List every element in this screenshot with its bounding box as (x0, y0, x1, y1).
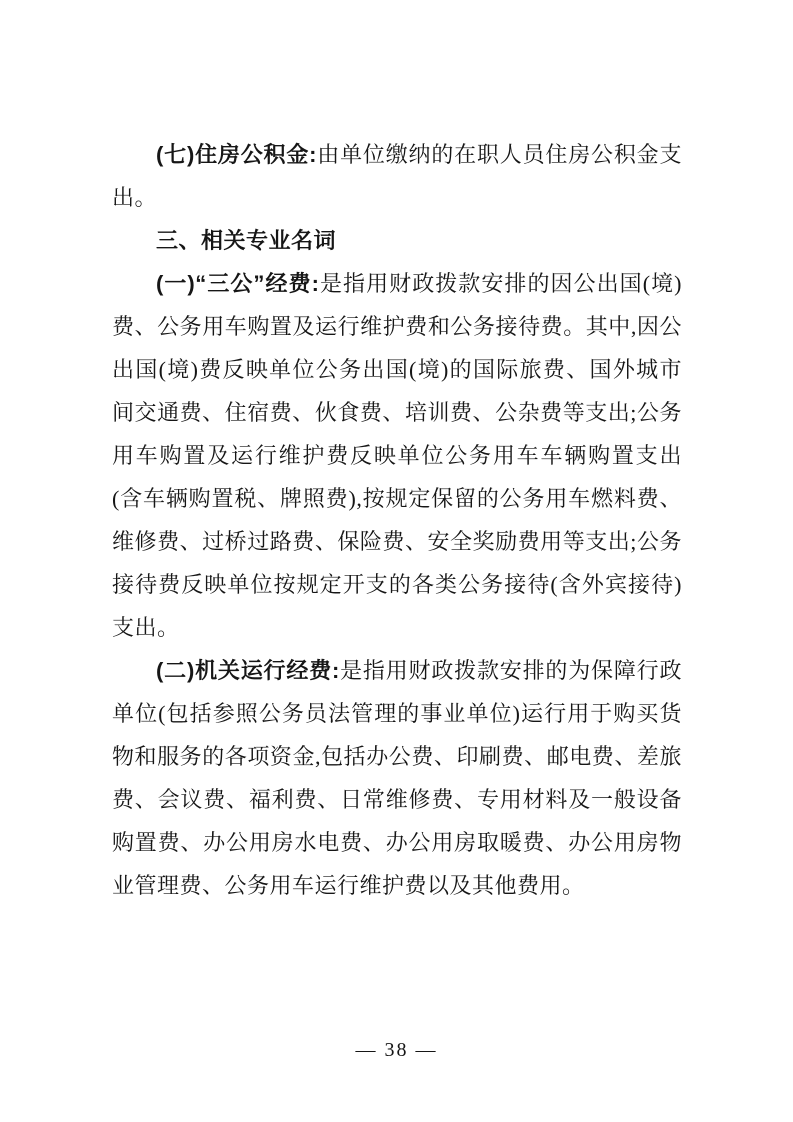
term-label-housing-fund: (七)住房公积金: (156, 142, 317, 167)
paragraph-agency-operating-funds (112, 649, 682, 907)
paragraph-sangong-expenses (112, 262, 682, 649)
page-footer (0, 1036, 793, 1064)
term-text-sangong: 是指用财政拨款安排的因公出国(境)费、公务用车购置及运行维护费和公务接待费。其中,因公出国(境)费反映单位公务出国(境)的国际旅费、国外城市间交通费、住宿费、伙食费、培训费、公杂费等支出;公务用车购置及运行维护费反映单位公务用车车辆购置支出(含车辆购置税、牌照费),按规定保留的公务用车燃料费、维修费、过桥过路费、保险费、安全奖励费用等支出;公务接待费反映单位按规定开支的各类公务接待(含外宾接待)支出。 (112, 271, 682, 640)
paragraph-housing-fund (112, 133, 682, 219)
term-label-jiguan: (二)机关运行经费: (156, 658, 340, 683)
page-number: — 38 — (355, 1039, 438, 1061)
term-label-sangong: (一)“三公”经费: (156, 271, 320, 296)
term-text-jiguan: 是指用财政拨款安排的为保障行政单位(包括参照公务员法管理的事业单位)运行用于购买货物和服务的各项资金,包括办公费、印刷费、邮电费、差旅费、会议费、福利费、日常维修费、专用材料及一般设备购置费、办公用房水电费、办公用房取暖费、办公用房物业管理费、公务用车运行维护费以及其他费用。 (112, 658, 682, 898)
section-heading-related-terms: 三、相关专业名词 (156, 228, 337, 253)
term-text-housing-fund: 由单位缴纳的在职人员住房公积金支出。 (112, 142, 682, 210)
document-body (112, 133, 682, 907)
